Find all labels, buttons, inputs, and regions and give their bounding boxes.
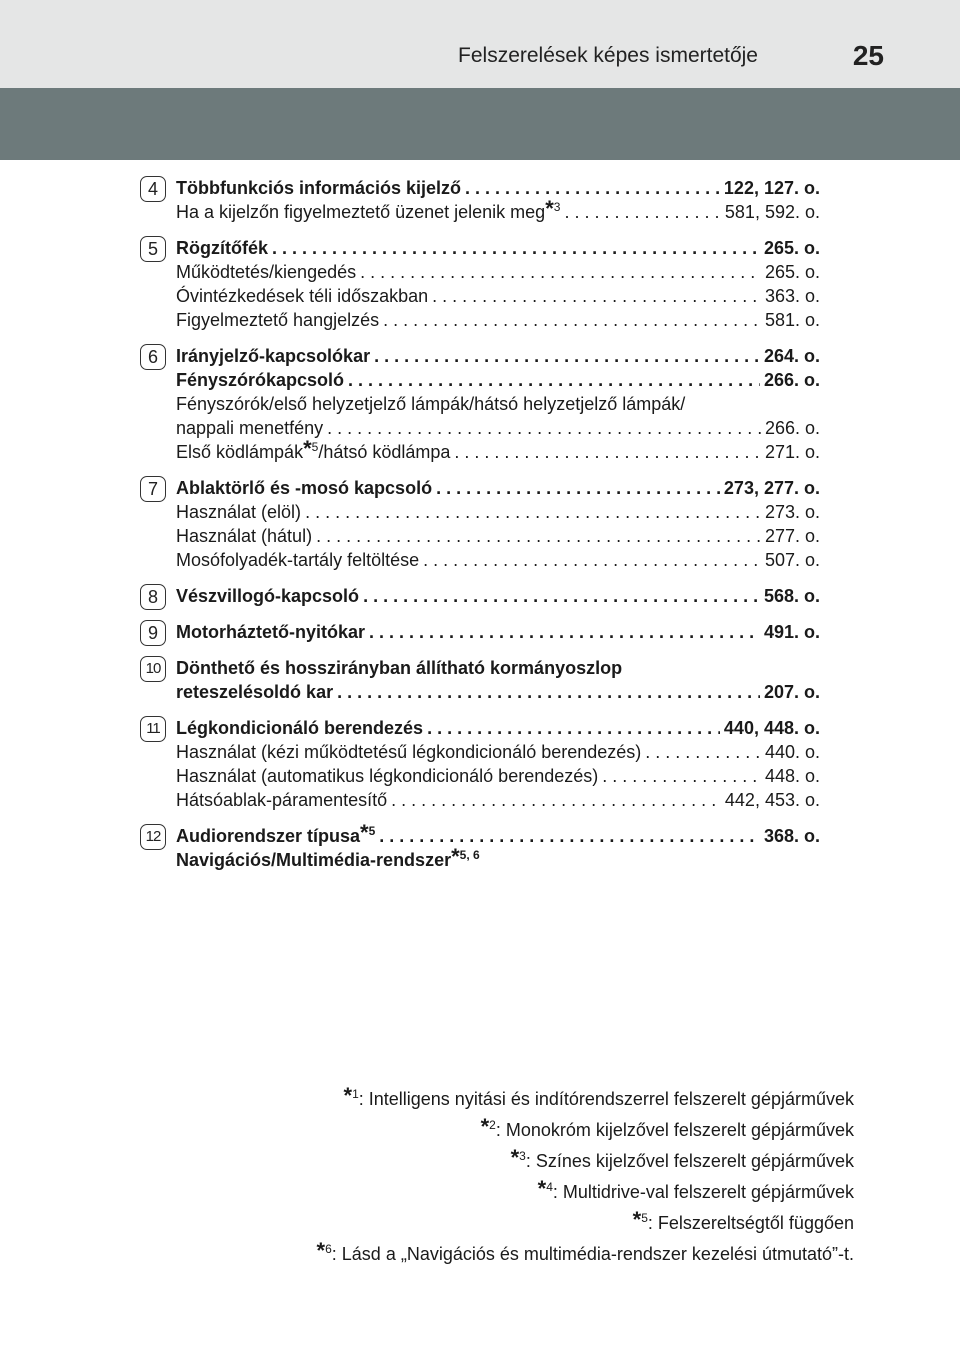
entry-number-badge: 8 xyxy=(140,584,166,610)
footnote-ref: 5 xyxy=(311,440,319,454)
footnote xyxy=(317,1084,854,1115)
item-label: Használat (kézi működtetésű légkondicionáló berendezés) xyxy=(176,742,642,762)
footnote-text: : Monokróm kijelzővel felszerelt gépjárművek xyxy=(495,1120,854,1140)
page-reference: 264. o. xyxy=(763,346,820,366)
item-label: Dönthető és hosszirányban állítható kormányoszlop xyxy=(176,658,623,678)
index-line xyxy=(176,844,820,872)
entry-number-badge: 6 xyxy=(140,344,166,370)
item-label: Vészvillogó-kapcsoló xyxy=(176,586,360,606)
page-reference: 440, 448. o. xyxy=(723,718,820,738)
footnote xyxy=(317,1115,854,1146)
item-label: Motorháztető-nyitókar xyxy=(176,622,365,642)
page-reference: 265. o. xyxy=(763,238,820,258)
entry-number-badge: 10 xyxy=(140,656,166,682)
dot-leader xyxy=(465,176,720,200)
item-label: Mosófolyadék-tartály feltöltése xyxy=(176,550,420,570)
dot-leader xyxy=(369,620,760,644)
footnote-text: : Multidrive-val felszerelt gépjárművek xyxy=(552,1182,854,1202)
footnote xyxy=(317,1146,854,1177)
dot-leader xyxy=(272,236,760,260)
page-reference: 277. o. xyxy=(764,526,820,546)
index-line xyxy=(176,680,820,704)
footnote-mark: 5 xyxy=(641,1211,648,1225)
page-reference: 266. o. xyxy=(763,370,820,390)
entry-number-badge: 5 xyxy=(140,236,166,262)
page-number: 25 xyxy=(852,40,884,71)
index-entry xyxy=(140,236,820,332)
page-title: Felszerelések képes ismertetője xyxy=(458,44,758,67)
dot-leader xyxy=(379,824,760,848)
dot-leader xyxy=(316,524,761,548)
item-label: Audiorendszer típusa*$^5$ xyxy=(176,820,376,846)
item-label: Irányjelző-kapcsolókar xyxy=(176,346,371,366)
entry-number-badge: 9 xyxy=(140,620,166,646)
page-reference: 507. o. xyxy=(764,550,820,570)
index-line xyxy=(176,584,820,608)
footnote-ref: 5 xyxy=(368,824,376,838)
index-line xyxy=(176,392,820,416)
page-reference: 207. o. xyxy=(763,682,820,702)
dot-leader xyxy=(360,260,761,284)
page-reference: 265. o. xyxy=(764,262,820,282)
footnote-mark: 4 xyxy=(546,1180,553,1194)
index-line xyxy=(176,236,820,260)
page-reference: 442, 453. o. xyxy=(724,790,820,810)
page-reference: 363. o. xyxy=(764,286,820,306)
index-line xyxy=(176,308,820,332)
footnotes xyxy=(317,1084,854,1270)
dot-leader xyxy=(645,740,761,764)
item-label: Figyelmeztető hangjelzés xyxy=(176,310,380,330)
footnote-text: : Felszereltségtől függően xyxy=(647,1213,854,1233)
footnote xyxy=(317,1208,854,1239)
page-reference: 448. o. xyxy=(764,766,820,786)
index-line xyxy=(176,740,820,764)
page-reference: 273, 277. o. xyxy=(723,478,820,498)
item-label: Fényszórókapcsoló xyxy=(176,370,345,390)
item-label: Működtetés/kiengedés xyxy=(176,262,357,282)
entry-number-badge: 12 xyxy=(140,824,166,850)
item-label: Többfunkciós információs kijelző xyxy=(176,178,462,198)
footnote-star: * xyxy=(480,1114,490,1139)
footnote-mark: 1 xyxy=(352,1087,359,1101)
index-line xyxy=(176,820,820,848)
dot-leader xyxy=(305,500,761,524)
entry-number-badge: 7 xyxy=(140,476,166,502)
item-label: Használat (elöl) xyxy=(176,502,302,522)
item-label: Használat (automatikus légkondicionáló berendezés) xyxy=(176,766,599,786)
item-label: reteszelésoldó kar xyxy=(176,682,334,702)
index-line xyxy=(176,716,820,740)
page-reference: 581, 592. o. xyxy=(724,202,820,222)
footnote-star: * xyxy=(303,436,312,461)
footnote-star: * xyxy=(451,844,460,869)
item-label: Óvintézkedések téli időszakban xyxy=(176,286,429,306)
entry-number-badge: 11 xyxy=(140,716,166,742)
index-line xyxy=(176,764,820,788)
footnote-star: * xyxy=(537,1176,547,1201)
index-line xyxy=(176,176,820,200)
item-label: nappali menetfény xyxy=(176,418,324,438)
index-line xyxy=(176,416,820,440)
index-line xyxy=(176,196,820,224)
index-entry xyxy=(140,656,820,704)
page-reference: 273. o. xyxy=(764,502,820,522)
dot-leader xyxy=(602,764,761,788)
index-line xyxy=(176,656,820,680)
dot-leader xyxy=(391,788,721,812)
footnote xyxy=(317,1239,854,1270)
footnote-text: : Színes kijelzővel felszerelt gépjárművek xyxy=(525,1151,854,1171)
index-entry xyxy=(140,820,820,872)
page-reference: 266. o. xyxy=(764,418,820,438)
index-entry xyxy=(140,584,820,608)
index-entry xyxy=(140,716,820,812)
footnote-star: * xyxy=(316,1238,326,1263)
index-line xyxy=(176,788,820,812)
dot-leader xyxy=(423,548,761,572)
dot-leader xyxy=(454,440,761,464)
footnote-star: * xyxy=(632,1207,642,1232)
item-label: Használat (hátul) xyxy=(176,526,313,546)
item-label: Ablaktörlő és -mosó kapcsoló xyxy=(176,478,433,498)
dot-leader xyxy=(383,308,761,332)
dot-leader xyxy=(327,416,761,440)
dot-leader xyxy=(337,680,760,704)
page-reference: 122, 127. o. xyxy=(723,178,820,198)
footnote-star: * xyxy=(510,1145,520,1170)
footnote-ref: 3 xyxy=(553,200,561,214)
index-line xyxy=(176,436,820,464)
page-reference: 368. o. xyxy=(763,826,820,846)
index-line xyxy=(176,476,820,500)
dot-leader xyxy=(427,716,720,740)
page-reference: 568. o. xyxy=(763,586,820,606)
item-label: Első ködlámpák*$^5$/hátsó ködlámpa xyxy=(176,436,451,462)
dot-leader xyxy=(363,584,760,608)
footnote-text: : Lásd a „Navigációs és multimédia-rendszer kezelési útmutató”-t. xyxy=(331,1244,854,1264)
index-line xyxy=(176,620,820,644)
header-band xyxy=(0,88,960,160)
dot-leader xyxy=(374,344,760,368)
footnote-ref: 5, 6 xyxy=(459,848,480,862)
item-label: Ha a kijelzőn figyelmeztető üzenet jelenik meg*$^3$ xyxy=(176,196,561,222)
footnote-text: : Intelligens nyitási és indítórendszerrel felszerelt gépjárművek xyxy=(358,1089,854,1109)
index-line xyxy=(176,284,820,308)
footnote-star: * xyxy=(360,820,369,845)
item-label: Hátsóablak-páramentesítő xyxy=(176,790,388,810)
dot-leader xyxy=(564,200,720,224)
page-reference: 491. o. xyxy=(763,622,820,642)
index-entry xyxy=(140,476,820,572)
index-line xyxy=(176,260,820,284)
index-line xyxy=(176,500,820,524)
dot-leader xyxy=(348,368,760,392)
index-line xyxy=(176,524,820,548)
item-label: Fényszórók/első helyzetjelző lámpák/hátsó helyzetjelző lámpák/ xyxy=(176,394,686,414)
index-line xyxy=(176,368,820,392)
entry-number-badge: 4 xyxy=(140,176,166,202)
dot-leader xyxy=(436,476,720,500)
footnote-star: * xyxy=(545,196,554,221)
footnote-star: * xyxy=(343,1083,353,1108)
dot-leader xyxy=(432,284,761,308)
item-label: Rögzítőfék xyxy=(176,238,268,258)
index-entry xyxy=(140,176,820,224)
footnote xyxy=(317,1177,854,1208)
index-line xyxy=(176,548,820,572)
item-label: Navigációs/Multimédia-rendszer*$^{5, 6}$ xyxy=(176,844,480,870)
page-reference: 440. o. xyxy=(764,742,820,762)
page-reference: 581. o. xyxy=(764,310,820,330)
index-entry xyxy=(140,620,820,644)
index-line xyxy=(176,344,820,368)
footnote-mark: 2 xyxy=(489,1118,496,1132)
index-list xyxy=(140,176,820,884)
footnote-mark: 3 xyxy=(519,1149,526,1163)
item-label: Légkondicionáló berendezés xyxy=(176,718,424,738)
footnote-mark: 6 xyxy=(325,1242,332,1256)
page-reference: 271. o. xyxy=(764,442,820,462)
index-entry xyxy=(140,344,820,464)
